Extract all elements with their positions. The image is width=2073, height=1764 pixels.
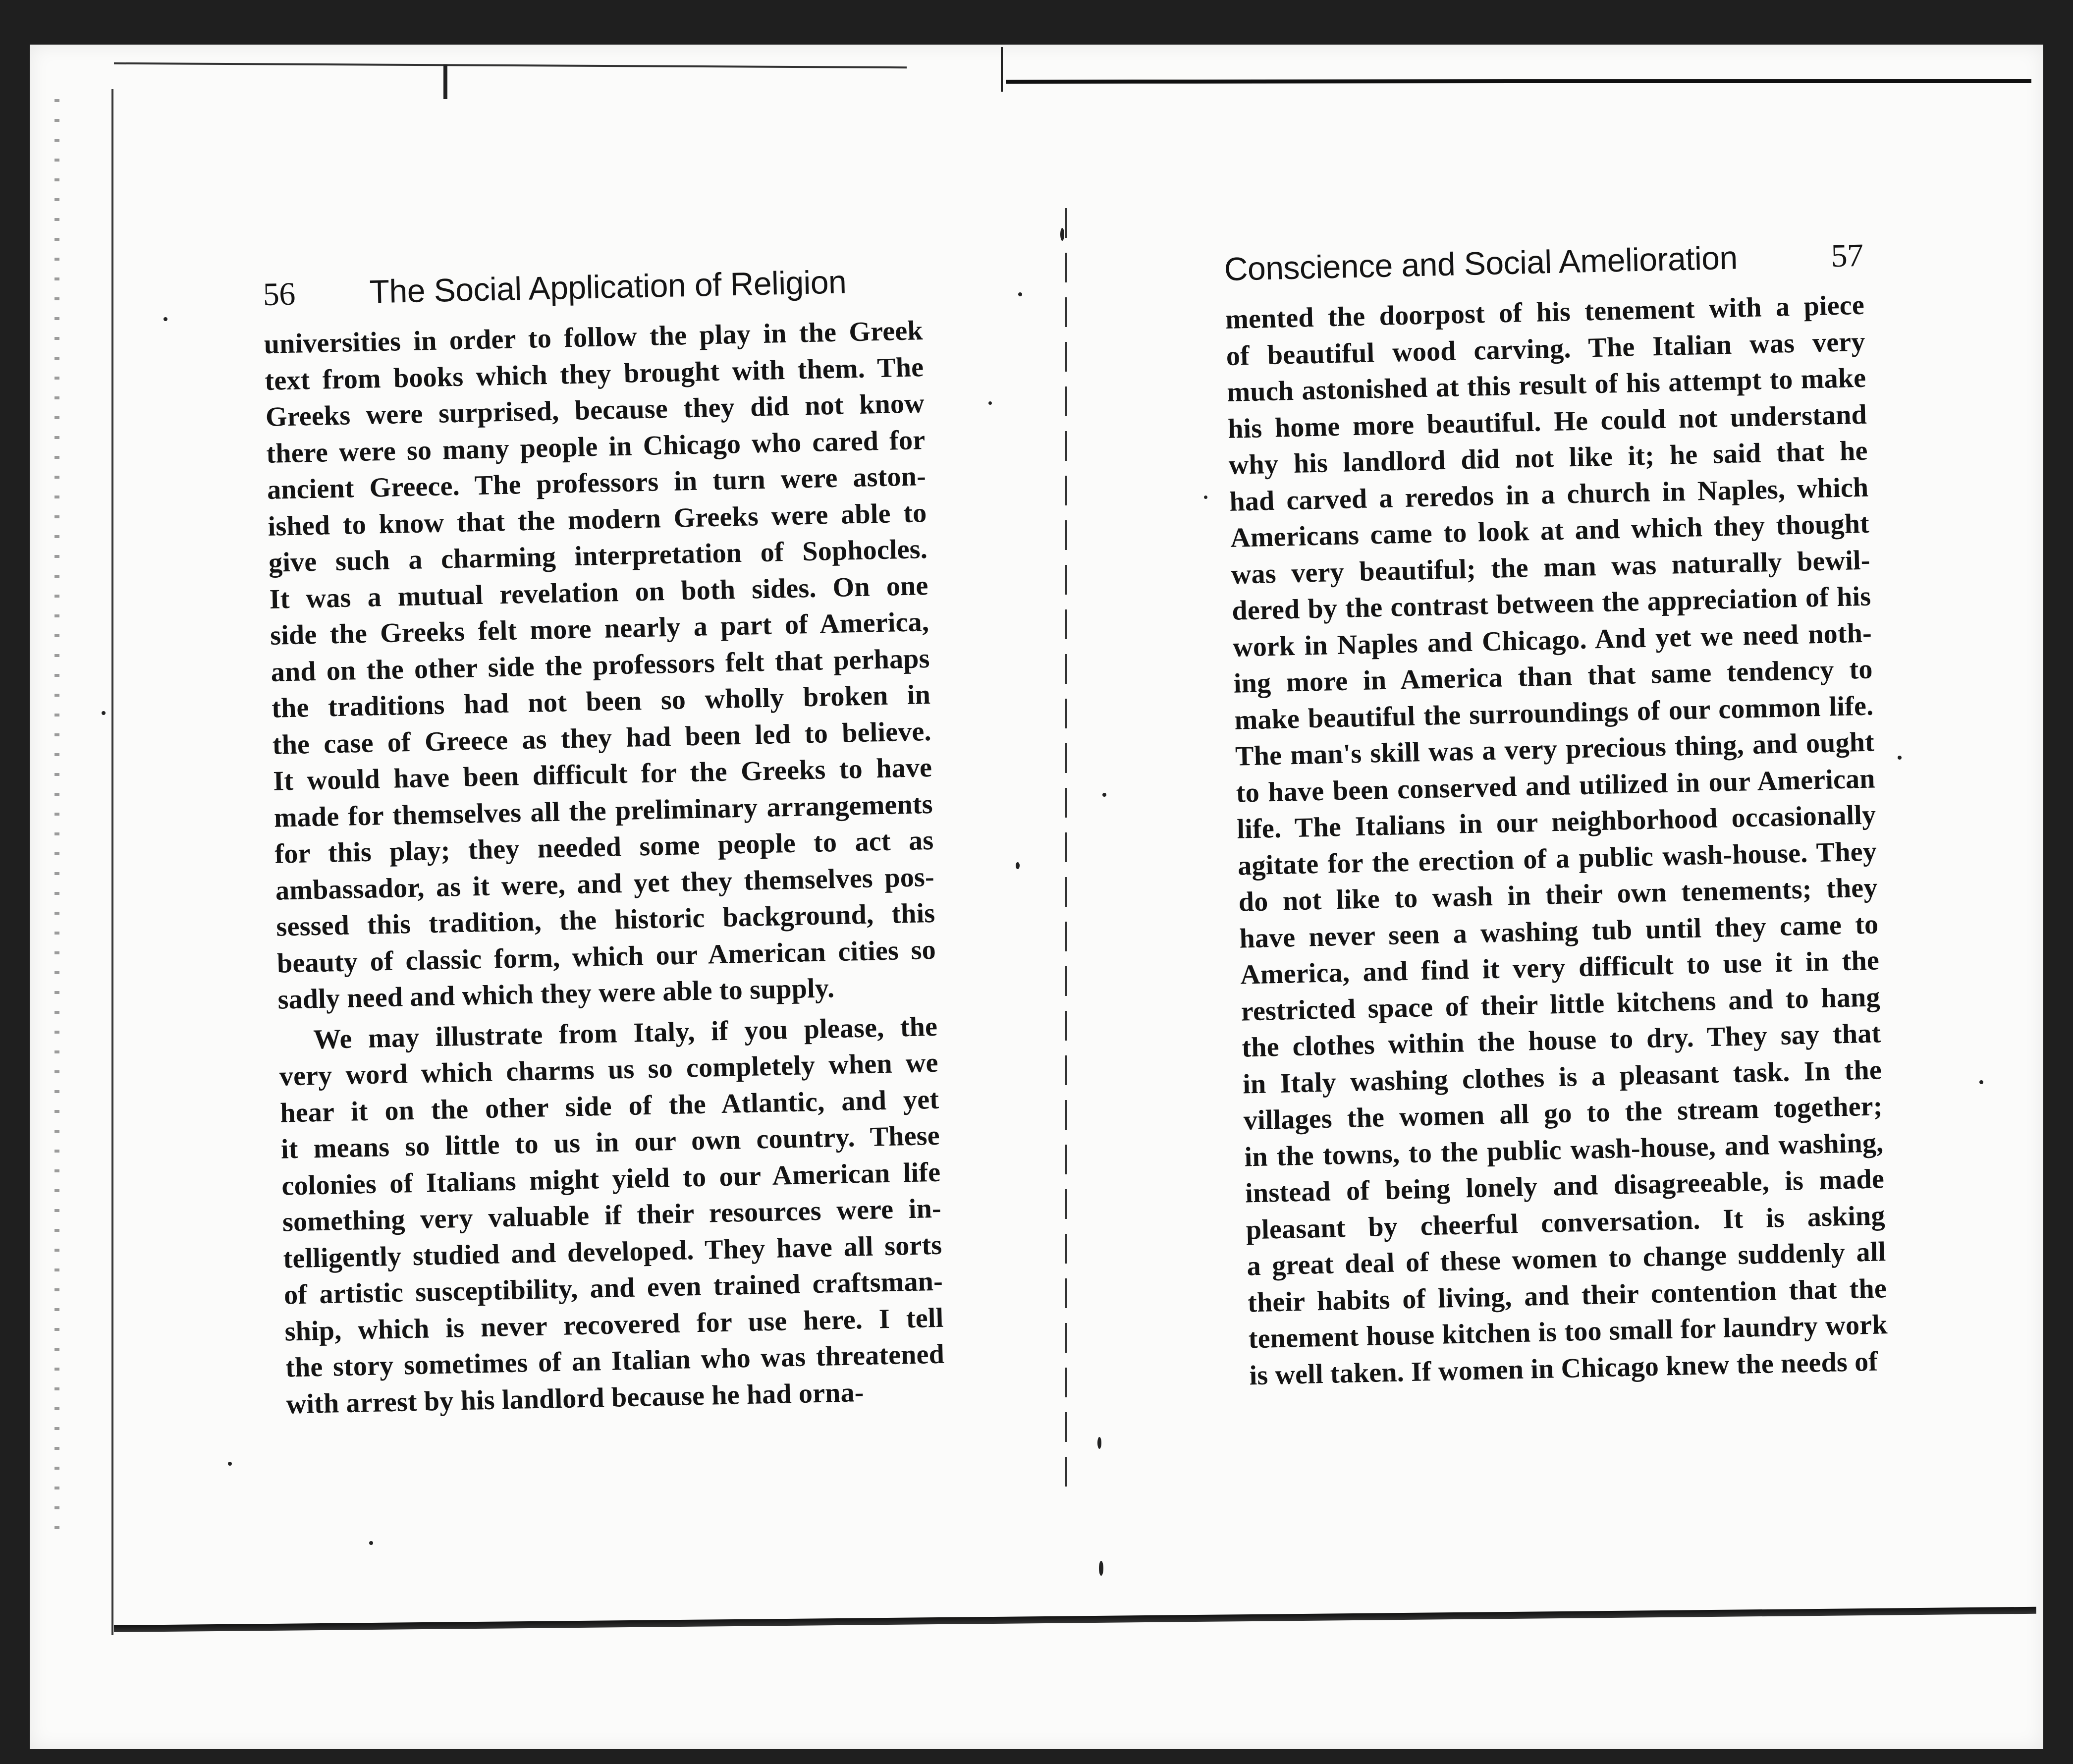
text-line: the case of Greece as they had been led to believe. (272, 716, 932, 761)
text-line: Americans came to look at and which they thought (1230, 508, 1870, 553)
scan-mark (988, 401, 992, 405)
text-line: hear it on the other side of the Atlantic, and yet (279, 1084, 939, 1129)
text-line: his home more beautiful. He could not understand (1227, 399, 1867, 444)
text-line: and on the other side the professors felt that perhaps (271, 643, 930, 688)
text-line: much astonished at this result of his attempt to make (1226, 362, 1866, 408)
text-line: the story sometimes of an Italian who was threatened (285, 1338, 945, 1383)
text-line: agitate for the erection of a public wash-house. They (1237, 835, 1877, 882)
text-line: restricted space of their little kitchens and to hang (1241, 981, 1881, 1027)
left-paragraph-2 (278, 1008, 946, 1423)
left-paragraph-1 (264, 313, 937, 1018)
text-line: have never seen a washing tub until they came to (1239, 908, 1879, 954)
scan-mark (228, 1462, 232, 1466)
text-line: in Italy washing clothes is a pleasant task. In the (1242, 1054, 1882, 1100)
text-line: tenement house kitchen is too small for laundry work (1248, 1309, 1888, 1355)
text-line: telligently studied and developed. They have all sorts (282, 1229, 942, 1274)
right-paragraph-1 (1225, 287, 1889, 1394)
text-line: is well taken. If women in Chicago knew the needs of (1249, 1346, 1878, 1391)
text-line: We may illustrate from Italy, if you please, the (313, 1011, 938, 1055)
scan-mark (1097, 1437, 1101, 1449)
scan-mark (1016, 862, 1020, 869)
text-line: America, and find it very difficult to use it in the (1240, 945, 1880, 991)
page-number: 56 (263, 276, 296, 313)
scan-mark (102, 711, 106, 715)
scan-mark (164, 317, 167, 321)
scan-mark (1898, 756, 1902, 760)
scan-mark (1979, 1080, 1983, 1084)
text-line: the traditions had not been so wholly broken in (271, 679, 931, 724)
text-line: Greeks were surprised, because they did not know (265, 388, 925, 433)
right-page (1224, 236, 1889, 1394)
running-head-title: Conscience and Social Amelioration (1224, 239, 1738, 287)
text-line: ished to know that the modern Greeks were able to (267, 497, 927, 542)
text-line: pleasant by cheerful conversation. It is asking (1246, 1200, 1886, 1245)
text-line: It would have been difficult for the Greeks to have (273, 752, 932, 797)
scan-mark (1102, 793, 1106, 797)
text-line: was very beautiful; the man was naturally bewil- (1231, 545, 1871, 590)
text-line: made for themselves all the preliminary arrangements (273, 788, 933, 833)
scan-mark (1204, 496, 1207, 499)
text-line: life. The Italians in our neighborhood occasionally (1236, 799, 1876, 845)
text-line: it means so little to us in our own country. These (280, 1120, 940, 1165)
text-line: a great deal of these women to change suddenly all (1246, 1236, 1886, 1282)
text-line: ambassador, as it were, and yet they themselves pos- (275, 861, 935, 906)
text-line: mented the doorpost of his tenement with a piece (1225, 289, 1865, 335)
book-top-notch (1001, 47, 1013, 92)
text-line: text from books which they brought with them. The (264, 351, 924, 396)
text-line: the clothes within the house to dry. They say that (1241, 1018, 1881, 1063)
running-head-title: The Social Application of Religion (369, 263, 847, 310)
text-line: The man's skill was a very precious thing, and ought (1235, 726, 1875, 772)
text-line: beauty of classic form, which our American cities so (276, 934, 936, 979)
text-line: of beautiful wood carving. The Italian was very (1226, 326, 1866, 372)
text-line: for this play; they needed some people to act as (274, 825, 934, 870)
book-gutter (1065, 208, 1067, 1496)
scan-mark (1018, 292, 1022, 296)
text-line: instead of being lonely and disagreeable, is made (1245, 1163, 1885, 1209)
scan-mark (369, 1541, 373, 1545)
text-line: work in Naples and Chicago. And yet we need noth- (1232, 617, 1872, 663)
text-line: It was a mutual revelation on both sides. On one (269, 570, 929, 615)
text-line: with arrest by his landlord because he had orna- (286, 1377, 865, 1420)
text-line: in the towns, to the public wash-house, and washing, (1244, 1127, 1884, 1173)
text-line: had carved a reredos in a church in Naples, which (1229, 472, 1869, 517)
text-line: to have been conserved and utilized in our American (1236, 763, 1876, 809)
text-line: why his landlord did not like it; he said that he (1228, 435, 1868, 481)
scan-mark (1099, 1561, 1103, 1576)
text-line: give such a charming interpretation of Sophocles. (268, 534, 928, 578)
text-line: colonies of Italians might yield to our American life (281, 1157, 941, 1202)
scan-speckle (55, 99, 59, 1536)
text-line: villages the women all go to the stream together; (1243, 1091, 1883, 1136)
book-top-bracket (443, 64, 447, 99)
text-line: ing more in America than that same tendency to (1233, 654, 1873, 699)
text-line: ship, which is never recovered for use here. I tell (284, 1302, 944, 1347)
book-left-edge (111, 89, 113, 1635)
scan-mark (1060, 228, 1064, 241)
text-line: very word which charms us so completely when we (279, 1047, 939, 1092)
text-line: something very valuable if their resources were in- (282, 1193, 942, 1238)
text-line: sadly need and which they were able to supply. (277, 973, 835, 1015)
text-line: make beautiful the surroundings of our common life. (1234, 690, 1874, 736)
text-line: do not like to wash in their own tenements; they (1238, 872, 1878, 918)
page-number: 57 (1830, 237, 1864, 275)
text-line: universities in order to follow the play in the Greek (264, 315, 924, 360)
text-line: of artistic susceptibility, and even trained craftsman- (283, 1266, 943, 1311)
text-line: sessed this tradition, the historic background, this (275, 897, 935, 942)
text-line: there were so many people in Chicago who cared for (266, 424, 926, 469)
text-line: their habits of living, and their contention that the (1247, 1272, 1887, 1318)
text-line: side the Greeks felt more nearly a part of America, (270, 606, 929, 651)
text-line: ancient Greece. The professors in turn were aston- (267, 461, 927, 505)
left-page (263, 261, 945, 1423)
text-line: dered by the contrast between the appreciation of his (1231, 581, 1871, 626)
